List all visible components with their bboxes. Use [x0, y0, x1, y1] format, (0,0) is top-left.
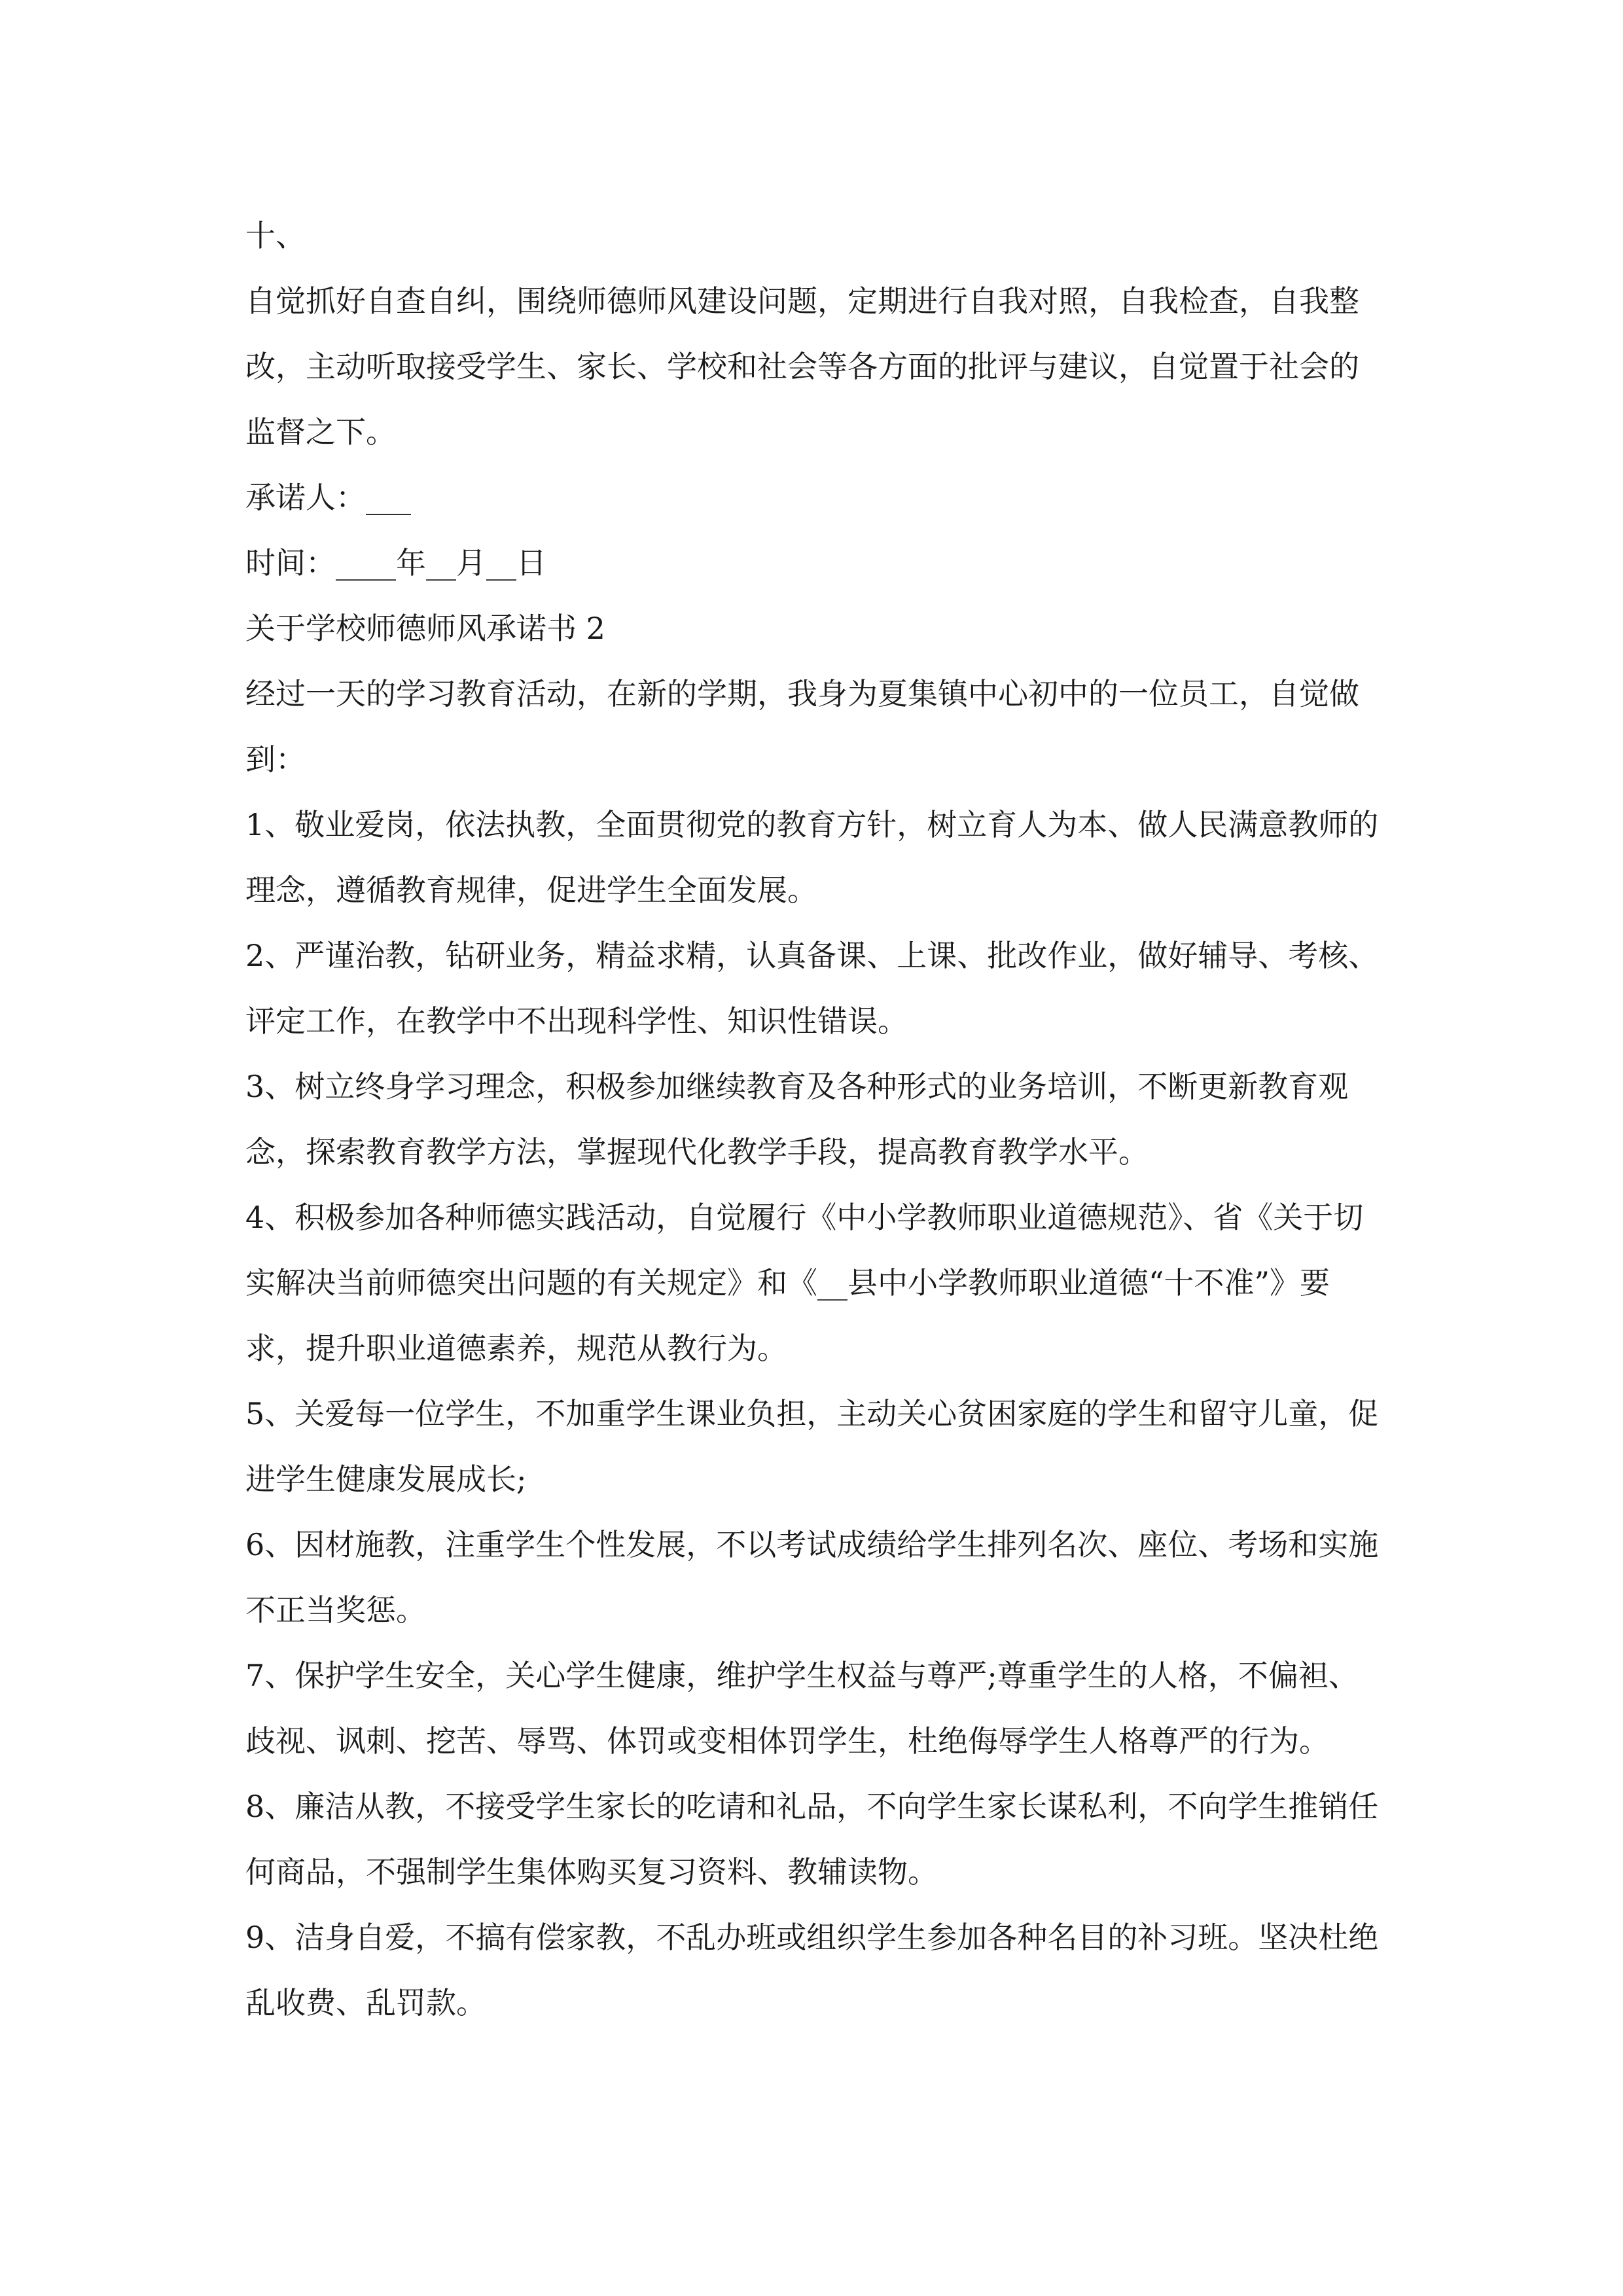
pledge-item-2: 2、严谨治教，钻研业务，精益求精，认真备课、上课、批改作业，做好辅导、考核、评定工作，在教学中不出现科学性、知识性错误。 — [245, 938, 1379, 1039]
pledge-item-9: 9、洁身自爱，不搞有偿家教，不乱办班或组织学生参加各种名目的补习班。坚决杜绝乱收费、乱罚款。 — [245, 1920, 1379, 2020]
pledge-item-8: 8、廉洁从教，不接受学生家长的吃请和礼品，不向学生家长谋私利，不向学生推销任何商品，不强制学生集体购买复习资料、教辅读物。 — [245, 1789, 1379, 1890]
document-body — [245, 203, 1384, 2036]
pledge-item-1: 1、敬业爱岗，依法执教，全面贯彻党的教育方针，树立育人为本、做人民满意教师的理念，遵循教育规律，促进学生全面发展。 — [245, 807, 1379, 908]
pledge-item-7: 7、保护学生安全，关心学生健康，维护学生权益与尊严;尊重学生的人格，不偏袒、歧视、讽刺、挖苦、辱骂、体罚或变相体罚学生，杜绝侮辱学生人格尊严的行为。 — [245, 1658, 1359, 1759]
document-title-2: 关于学校师德师风承诺书 2 — [245, 611, 605, 646]
pledge-item-4: 4、积极参加各种师德实践活动，自觉履行《中小学教师职业道德规范》、省《关于切实解决当前师德突出问题的有关规定》和《__县中小学教师职业道德“十不准”》要求，提升职业道德素养，规范从教行为。 — [245, 1200, 1364, 1366]
pledge-item-5: 5、关爱每一位学生，不加重学生课业负担，主动关心贫困家庭的学生和留守儿童，促进学生健康发展成长; — [245, 1396, 1379, 1497]
section-heading-ten: 十、 — [245, 218, 306, 253]
signer-line: 承诺人：___ — [245, 480, 411, 515]
paragraph-self-check: 自觉抓好自查自纠，围绕师德师风建设问题，定期进行自我对照，自我检查，自我整改，主动听取接受学生、家长、学校和社会等各方面的批评与建议，自觉置于社会的监督之下。 — [245, 283, 1359, 450]
intro-paragraph: 经过一天的学习教育活动，在新的学期，我身为夏集镇中心初中的一位员工，自觉做到： — [245, 676, 1359, 777]
date-line: 时间：____年__月__日 — [245, 545, 546, 581]
pledge-item-3: 3、树立终身学习理念，积极参加继续教育及各种形式的业务培训，不断更新教育观念，探索教育教学方法，掌握现代化教学手段，提高教育教学水平。 — [245, 1069, 1349, 1170]
pledge-item-6: 6、因材施教，注重学生个性发展，不以考试成绩给学生排列名次、座位、考场和实施不正当奖惩。 — [245, 1527, 1379, 1628]
